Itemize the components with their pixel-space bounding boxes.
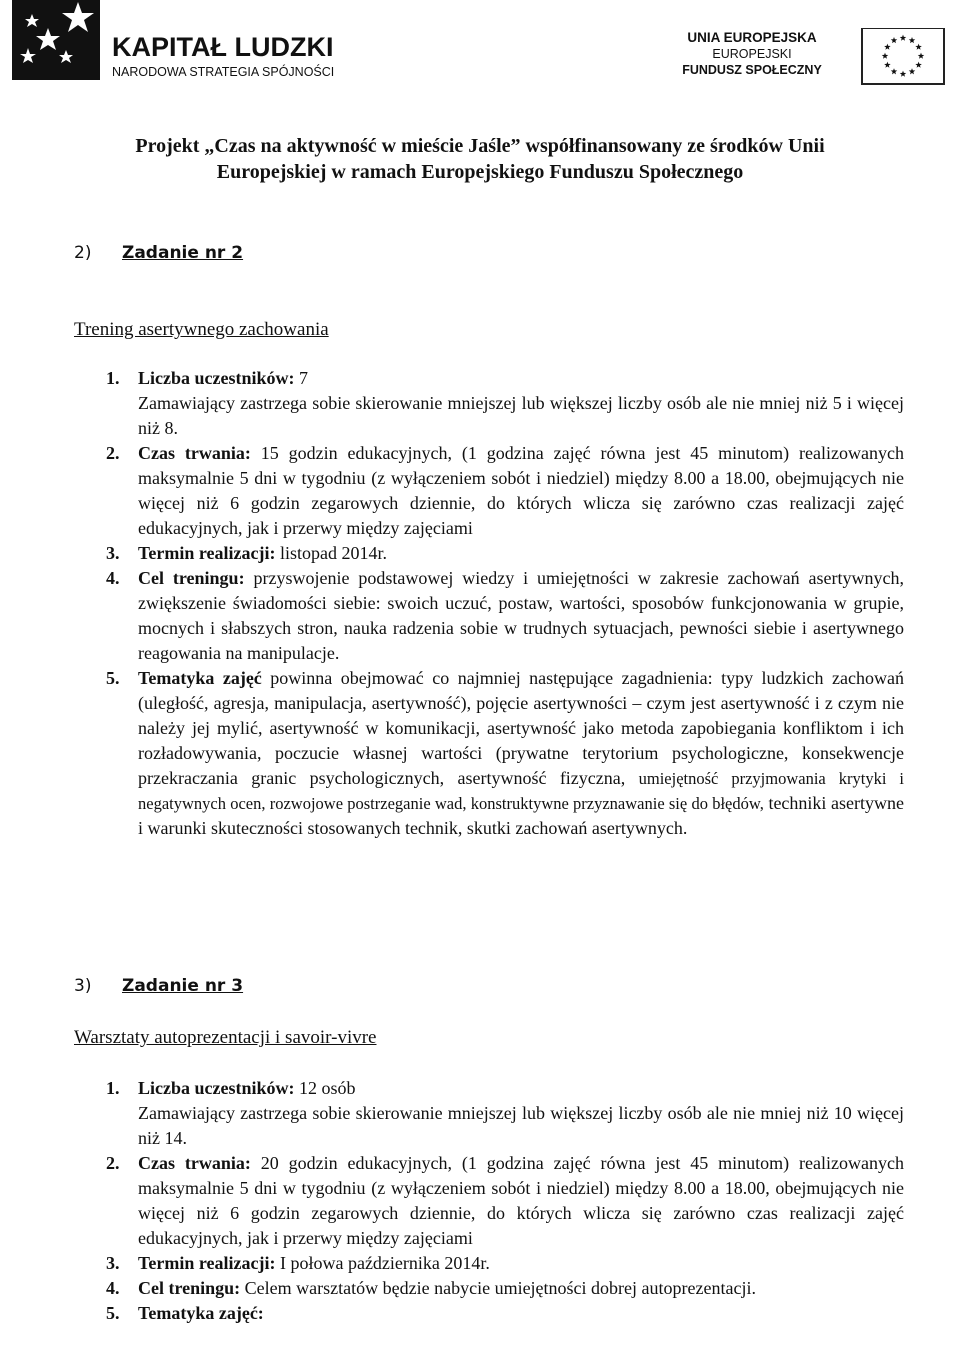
item-extra: Zamawiający zastrzega sobie skierowanie mniejszej lub większej liczby osób ale nie mniej niż 5 i więcej niż 8. (138, 393, 904, 438)
task2-name: Zadanie nr 2 (122, 243, 244, 263)
task2-title: Trening asertywnego zachowania (74, 319, 329, 340)
eu-star-icon (915, 62, 921, 68)
kapital-ludzki-logo (8, 0, 378, 85)
task2-items (74, 366, 904, 841)
item-label: Tematyka zajęć (138, 668, 262, 688)
eu-star-icon (915, 44, 921, 50)
eu-star-icon (918, 53, 924, 59)
eu-star-icon (909, 68, 915, 74)
task3-number: 3) (74, 976, 92, 996)
list-item (74, 1151, 904, 1251)
item-number: 4. (106, 568, 120, 588)
item-number: 1. (106, 368, 120, 388)
task2-number: 2) (74, 243, 92, 263)
item-number: 2. (106, 1153, 120, 1173)
item-label: Cel treningu: (138, 1278, 241, 1298)
item-number: 5. (106, 668, 120, 688)
eu-star-icon (884, 44, 890, 50)
list-item (74, 1076, 904, 1151)
logo-left-line2: NARODOWA STRATEGIA SPÓJNOŚCI (112, 65, 335, 79)
item-number: 3. (106, 1253, 120, 1273)
list-item (74, 1301, 904, 1326)
item-value: przyswojenie podstawowej wiedzy i umiejętności w zakresie zachowań asertywnych, zwiększenie świadomości siebie: swoich uczuć, postaw, wartości, sposobów funkcjonowania w grupie, mocnych i słabszych stron, nauka radzenia sobie w trudnych sytuacjach, pewności siebie i asertywnego reagowania na manipulacje. (138, 568, 904, 663)
item-number: 4. (106, 1278, 120, 1298)
item-label: Czas trwania: (138, 1153, 251, 1173)
item-label: Tematyka zajęć: (138, 1303, 264, 1323)
item-value: I połowa października 2014r. (275, 1253, 490, 1273)
item-value: 20 godzin edukacyjnych, (1 godzina zajęć równa jest 45 minutom) realizowanych maksymalnie 5 dni w tygodniu (z wyłączeniem sobót i niedziel) między 8.00 a 18.00, obejmujących nie więcej niż 6 godzin zegarowych dziennie, do których wlicza się zarówno czas realizacji zajęć edukacyjnych, jak i przerwy między zajęciami (138, 1153, 904, 1248)
eu-flag-stars-icon (862, 28, 944, 84)
item-label: Termin realizacji: (138, 543, 276, 563)
list-item (74, 441, 904, 541)
item-label: Cel treningu: (138, 568, 245, 588)
eu-star-icon (891, 68, 897, 74)
item-value: 12 osób (294, 1078, 356, 1098)
eu-star-icon (909, 37, 915, 43)
eu-star-icon (900, 71, 906, 77)
list-item (74, 366, 904, 441)
eu-efs-logo (676, 28, 946, 88)
item-value: Celem warsztatów będzie nabycie umiejętności dobrej autoprezentacji. (240, 1278, 756, 1298)
item-value: 15 godzin edukacyjnych, (1 godzina zajęć równa jest 45 minutom) realizowanych maksymalnie 5 dni w tygodniu (z wyłączeniem sobót i niedziel) między 8.00 a 18.00, obejmujących nie więcej niż 6 godzin zegarowych dziennie, do których wlicza się zarówno czas realizacji zajęć edukacyjnych, jak i przerwy między zajęciami (138, 443, 904, 538)
item-number: 5. (106, 1303, 120, 1323)
task3-name: Zadanie nr 3 (122, 976, 244, 996)
logo-right-line2: EUROPEJSKI (712, 47, 792, 61)
item-label: Liczba uczestników: (138, 1078, 295, 1098)
list-item (74, 541, 904, 566)
task3-title: Warsztaty autoprezentacji i savoir-vivre (74, 1027, 377, 1048)
task3-heading (74, 975, 243, 997)
item-extra: Zamawiający zastrzega sobie skierowanie mniejszej lub większej liczby osób ale nie mniej niż 10 więcej niż 14. (138, 1103, 904, 1148)
list-item (74, 1276, 904, 1301)
item-label: Termin realizacji: (138, 1253, 276, 1273)
list-item (74, 566, 904, 666)
project-title (60, 133, 900, 185)
task2-heading (74, 242, 243, 264)
item-label: Liczba uczestników: (138, 368, 295, 388)
eu-star-icon (900, 35, 906, 41)
item-value-small: umiejętność przyjmowania krytyki i negatywnych ocen, rozwojowe postrzeganie wad, konstruktywne przyznawanie się do błędów, (138, 769, 904, 813)
project-title-line2: Europejskiej w ramach Europejskiego Funduszu Społecznego (216, 161, 744, 183)
logo-right-line3: FUNDUSZ SPOŁECZNY (682, 63, 822, 77)
eu-star-icon (882, 53, 888, 59)
item-value: 7 (294, 368, 308, 388)
eu-star-icon (884, 62, 890, 68)
task3-items (74, 1076, 904, 1326)
logo-left-line1: KAPITAŁ LUDZKI (112, 32, 334, 62)
project-title-line1: Projekt „Czas na aktywność w mieście Jaśle” współfinansowany ze środków Unii (135, 135, 825, 157)
kapital-ludzki-logo-icon (12, 0, 100, 80)
list-item (74, 666, 904, 841)
logo-right-line1: UNIA EUROPEJSKA (687, 30, 817, 45)
list-item (74, 1251, 904, 1276)
item-value: listopad 2014r. (275, 543, 387, 563)
item-number: 1. (106, 1078, 120, 1098)
item-number: 3. (106, 543, 120, 563)
item-value-end: techniki asertywne i warunki skuteczności stosowanych technik, skutki zachowań asertywnych. (138, 793, 905, 838)
item-label: Czas trwania: (138, 443, 251, 463)
eu-star-icon (891, 37, 897, 43)
item-number: 2. (106, 443, 120, 463)
item-value: powinna obejmować co najmniej następujące zagadnienia: typy ludzkich zachowań (uległość, agresja, manipulacja, asertywność), pojęcie asertywności – czym jest asertywność i z czym nie należy jej mylić, asertywność w komunikacji, asertywność jako metoda zapobiegania konfliktom i ich rozładowywania, poczucie własnej wartości (prywatne terytorium psychologiczne, konsekwencje przekraczania granic psychologicznych, asertywność fizyczna, (138, 668, 904, 788)
